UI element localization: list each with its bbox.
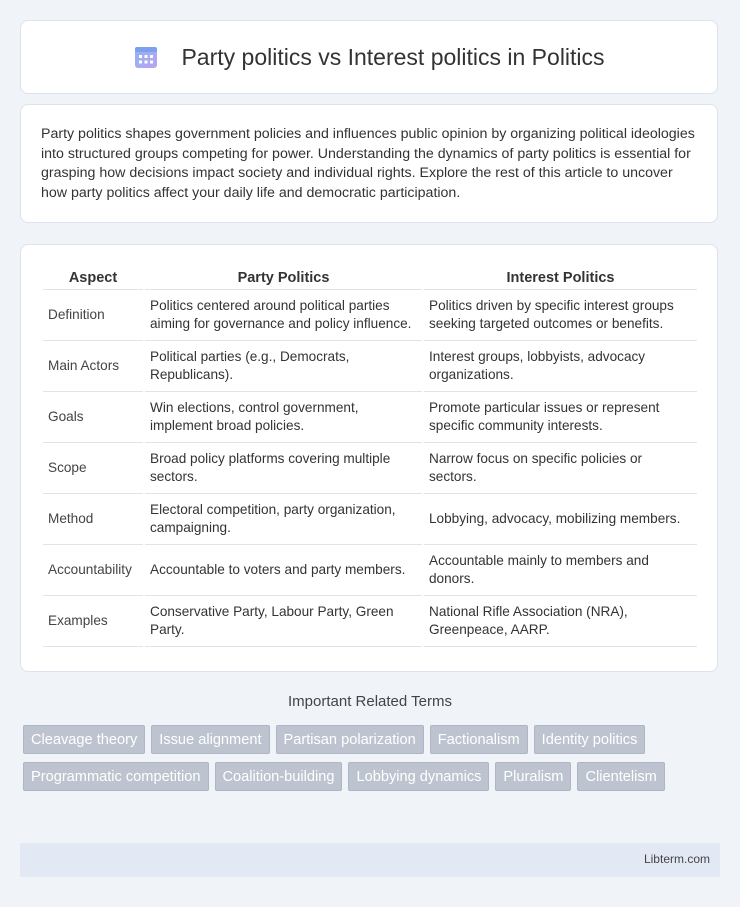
- table-cell: Lobbying, advocacy, mobilizing members.: [424, 494, 697, 545]
- title-card: [20, 20, 718, 94]
- aspect-cell: Examples: [43, 596, 143, 647]
- aspect-cell: Main Actors: [43, 341, 143, 392]
- table-cell: Accountable mainly to members and donors.: [424, 545, 697, 596]
- comparison-table-card: [20, 244, 718, 672]
- related-term-tag[interactable]: Cleavage theory: [23, 725, 145, 754]
- table-row: [43, 545, 697, 596]
- related-terms-title: Important Related Terms: [288, 693, 452, 710]
- related-term-tag[interactable]: Clientelism: [577, 762, 664, 791]
- aspect-cell: Accountability: [43, 545, 143, 596]
- page-title-text: Party politics vs Interest politics in Politics: [181, 43, 605, 70]
- table-row: [43, 443, 697, 494]
- aspect-cell: Goals: [43, 392, 143, 443]
- related-term-tag[interactable]: Factionalism: [430, 725, 528, 754]
- table-row: [43, 494, 697, 545]
- table-header-cell: Party Politics: [145, 265, 422, 290]
- table-cell: Political parties (e.g., Democrats, Republicans).: [145, 341, 422, 392]
- aspect-cell: Method: [43, 494, 143, 545]
- related-term-tag[interactable]: Partisan polarization: [276, 725, 424, 754]
- table-cell: Interest groups, lobbyists, advocacy organizations.: [424, 341, 697, 392]
- table-cell: Promote particular issues or represent specific community interests.: [424, 392, 697, 443]
- table-cell: Narrow focus on specific policies or sectors.: [424, 443, 697, 494]
- related-term-tag[interactable]: Programmatic competition: [23, 762, 209, 791]
- calendar-grid-icon: [133, 44, 159, 70]
- table-row: [43, 596, 697, 647]
- table-row: [43, 290, 697, 341]
- table-header-cell: Aspect: [43, 265, 143, 290]
- table-cell: Conservative Party, Labour Party, Green Party.: [145, 596, 422, 647]
- related-term-tag[interactable]: Pluralism: [495, 762, 571, 791]
- table-cell: Politics driven by specific interest groups seeking targeted outcomes or benefits.: [424, 290, 697, 341]
- table-header-cell: Interest Politics: [424, 265, 697, 290]
- table-cell: Broad policy platforms covering multiple sectors.: [145, 443, 422, 494]
- page-title: [133, 44, 604, 71]
- table-cell: National Rifle Association (NRA), Greenpeace, AARP.: [424, 596, 697, 647]
- footer-site-link[interactable]: Libterm.com: [643, 852, 710, 866]
- comparison-table: [41, 265, 699, 647]
- table-body: [43, 290, 697, 647]
- related-term-tag[interactable]: Coalition-building: [215, 762, 343, 791]
- table-row: [43, 341, 697, 392]
- related-terms-list: [23, 725, 723, 799]
- table-cell: Politics centered around political parties aiming for governance and policy influence.: [145, 290, 422, 341]
- table-row: [43, 392, 697, 443]
- aspect-cell: Scope: [43, 443, 143, 494]
- related-term-tag[interactable]: Identity politics: [534, 725, 646, 754]
- table-cell: Win elections, control government, implement broad policies.: [145, 392, 422, 443]
- footer: [20, 843, 720, 877]
- table-cell: Electoral competition, party organization, campaigning.: [145, 494, 422, 545]
- aspect-cell: Definition: [43, 290, 143, 341]
- table-header-row: [43, 265, 697, 290]
- intro-paragraph: Party politics shapes government policies and influences public opinion by organizing political ideologies into structured groups competing for power. Understanding the dynamics of party politics is essential for grasping how decisions impact society and individual rights. Explore the rest of this article to uncover how party politics affect your daily life and democratic participation.: [41, 126, 695, 201]
- related-term-tag[interactable]: Lobbying dynamics: [348, 762, 489, 791]
- table-cell: Accountable to voters and party members.: [145, 545, 422, 596]
- intro-card: [20, 104, 718, 223]
- related-term-tag[interactable]: Issue alignment: [151, 725, 269, 754]
